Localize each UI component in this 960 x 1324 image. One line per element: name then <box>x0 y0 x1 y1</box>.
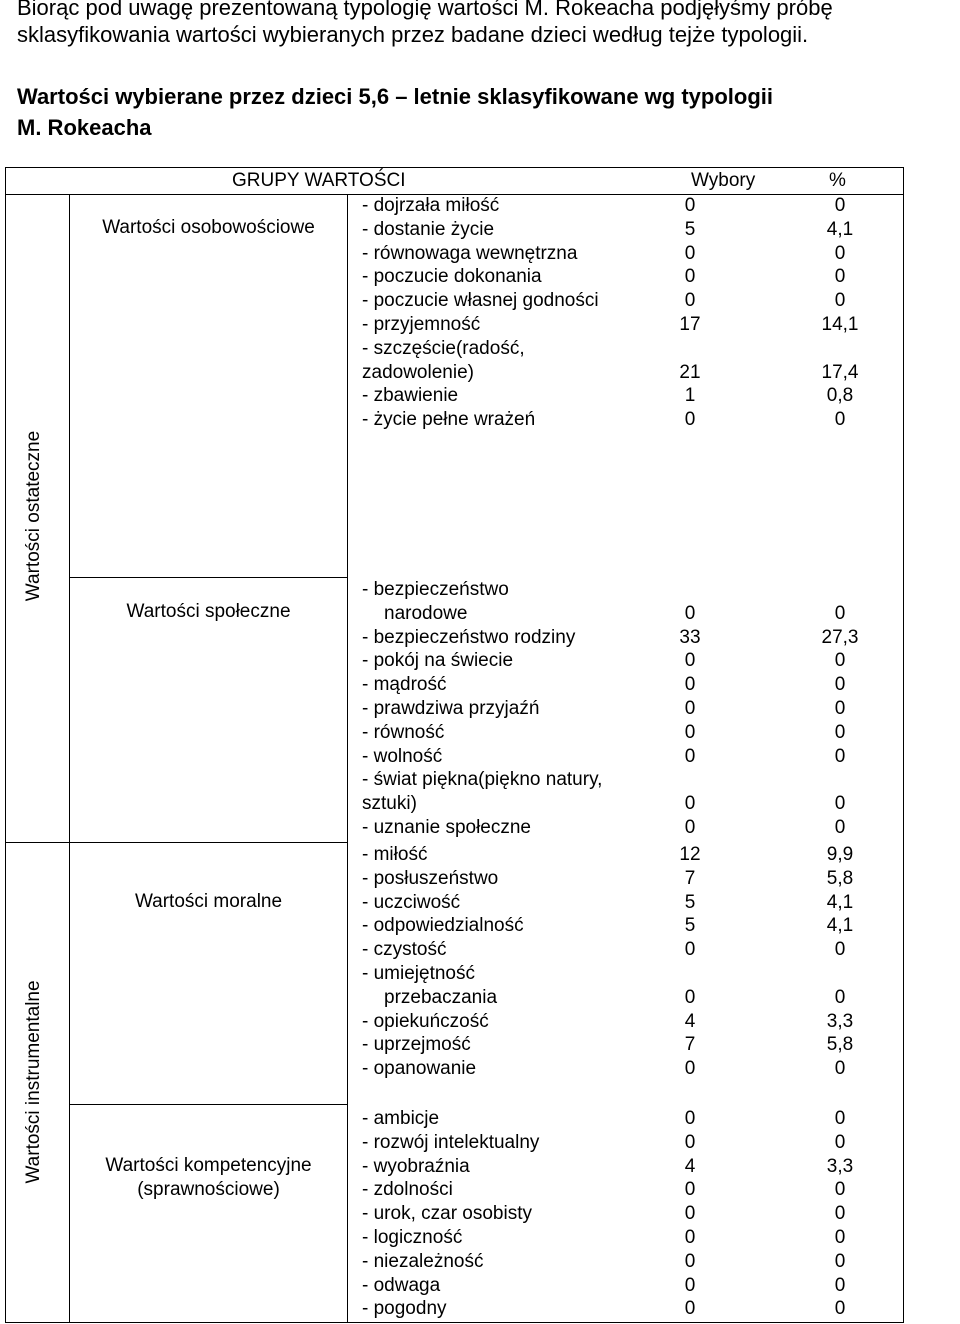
value-item: - szczęście(radość, <box>362 337 525 359</box>
percent-column <box>800 843 880 1081</box>
choices-value: 0 <box>684 1298 696 1320</box>
percent-value: 0 <box>834 986 846 1008</box>
choices-value: 0 <box>684 409 696 431</box>
choices-value: 0 <box>684 1131 696 1153</box>
choices-value: 33 <box>679 626 701 648</box>
table-border-top <box>5 167 904 168</box>
value-item: - życie pełne wrażeń <box>362 409 536 431</box>
percent-value: 0 <box>834 195 846 216</box>
value-items <box>362 578 602 840</box>
value-item: - umiejętność <box>362 962 475 984</box>
choices-value: 1 <box>684 385 696 407</box>
percent-value: 0 <box>834 650 846 672</box>
value-item: - urok, czar osobisty <box>362 1203 532 1225</box>
header-choices: Wybory <box>691 170 756 191</box>
value-item: - odpowiedzialność <box>362 915 524 937</box>
value-item: - logiczność <box>362 1226 463 1248</box>
choices-value: 0 <box>684 816 696 838</box>
percent-value: 0 <box>834 697 846 719</box>
intro-line-2: sklasyfikowania wartości wybieranych przez badane dzieci według tejże typologii. <box>17 22 809 47</box>
value-item: - poczucie własnej godności <box>362 290 599 312</box>
section-heading <box>17 81 773 143</box>
choices-value: 0 <box>684 721 696 743</box>
percent-value: 0 <box>834 1131 846 1153</box>
value-item: - ambicje <box>362 1108 440 1129</box>
value-item: - zdolności <box>362 1179 453 1201</box>
percent-value: 3,3 <box>826 1155 854 1177</box>
percent-value: 0 <box>834 721 846 743</box>
value-item: - świat piękna(piękno natury, <box>362 769 603 791</box>
group-name <box>70 1154 347 1202</box>
group-row-divider-2 <box>69 1104 347 1105</box>
intro-line-1: Biorąc pod uwagę prezentowaną typologię wartości M. Rokeacha podjęłyśmy próbę <box>17 0 833 20</box>
value-item: - prawdziwa przyjaźń <box>362 697 540 719</box>
value-item: - mądrość <box>362 674 447 696</box>
choices-value: 0 <box>684 1108 696 1129</box>
choices-value: 0 <box>684 674 696 696</box>
value-items <box>362 843 524 1081</box>
choices-value: 0 <box>684 1250 696 1272</box>
choices-value: 0 <box>684 697 696 719</box>
value-item: - dojrzała miłość <box>362 195 500 216</box>
value-item-continuation: sztuki) <box>362 793 417 815</box>
group-name-line: Wartości społeczne <box>126 601 291 622</box>
choices-column <box>650 578 730 840</box>
percent-value: 0 <box>834 1203 846 1225</box>
percent-value: 4,1 <box>826 915 854 937</box>
percent-value: 0 <box>834 1108 846 1129</box>
group-name-line: Wartości osobowościowe <box>102 217 315 238</box>
value-item: - niezależność <box>362 1250 484 1272</box>
percent-value: 0 <box>834 939 846 961</box>
percent-value: 0 <box>834 602 846 624</box>
value-item-continuation: narodowe <box>384 602 468 624</box>
value-item: - poczucie dokonania <box>362 266 542 288</box>
choices-value: 0 <box>684 793 696 815</box>
value-item: - uprzejmość <box>362 1034 471 1056</box>
value-item: - wolność <box>362 745 443 767</box>
choices-column <box>650 194 730 432</box>
value-item: - odwaga <box>362 1274 441 1296</box>
category-row-divider <box>5 842 347 843</box>
group-row-divider-1 <box>69 577 347 578</box>
value-item: - dostanie życie <box>362 218 495 240</box>
table-border-right <box>903 167 904 1323</box>
percent-value: 17,4 <box>821 361 859 383</box>
choices-value: 0 <box>684 939 696 961</box>
table-border-bottom <box>5 1322 904 1323</box>
group-name <box>70 600 347 624</box>
heading-line-1: Wartości wybierane przez dzieci 5,6 – letnie sklasyfikowane wg typologii <box>17 84 773 109</box>
percent-column <box>800 194 880 432</box>
category-instrumental-label: Wartości instrumentalne <box>23 980 44 1184</box>
percent-value: 0 <box>834 1250 846 1272</box>
choices-value: 5 <box>684 915 696 937</box>
choices-value: 0 <box>684 195 696 216</box>
percent-column <box>800 578 880 840</box>
percent-value: 0,8 <box>826 385 854 407</box>
percent-column <box>800 1107 880 1321</box>
choices-column <box>650 843 730 1081</box>
percent-value: 27,3 <box>821 626 859 648</box>
percent-value: 4,1 <box>826 891 854 913</box>
header-percent: % <box>829 170 846 191</box>
value-item: - czystość <box>362 939 447 961</box>
choices-value: 0 <box>684 1179 696 1201</box>
choices-value: 7 <box>684 867 696 889</box>
value-item: - równowaga wewnętrzna <box>362 242 578 264</box>
choices-value: 12 <box>679 844 701 865</box>
percent-value: 9,9 <box>826 844 854 865</box>
choices-value: 0 <box>684 290 696 312</box>
choices-value: 0 <box>684 266 696 288</box>
group-name-line: Wartości moralne <box>134 891 283 912</box>
choices-value: 5 <box>684 891 696 913</box>
value-item: - posłuszeństwo <box>362 867 499 889</box>
percent-value: 0 <box>834 242 846 264</box>
value-item: - zbawienie <box>362 385 459 407</box>
choices-value: 21 <box>679 361 701 383</box>
value-item: - pogodny <box>362 1298 447 1320</box>
choices-value: 0 <box>684 986 696 1008</box>
percent-value: 0 <box>834 1058 846 1080</box>
group-name-line: Wartości kompetencyjne <box>105 1155 312 1176</box>
percent-value: 14,1 <box>821 313 859 335</box>
choices-column <box>650 1107 730 1321</box>
choices-value: 0 <box>684 650 696 672</box>
percent-value: 0 <box>834 1179 846 1201</box>
value-item: - opiekuńczość <box>362 1010 489 1032</box>
choices-value: 7 <box>684 1034 696 1056</box>
group-name <box>70 216 347 240</box>
value-item: - bezpieczeństwo <box>362 579 509 600</box>
group-name <box>70 890 347 914</box>
percent-value: 4,1 <box>826 218 854 240</box>
percent-value: 0 <box>834 674 846 696</box>
value-item-continuation: przebaczania <box>384 986 498 1008</box>
value-items <box>362 1107 539 1321</box>
percent-value: 3,3 <box>826 1010 854 1032</box>
choices-value: 4 <box>684 1010 696 1032</box>
table-border-left <box>5 167 6 1323</box>
value-item: - uznanie społeczne <box>362 816 531 838</box>
percent-value: 0 <box>834 266 846 288</box>
percent-value: 0 <box>834 290 846 312</box>
intro-paragraph <box>17 0 960 48</box>
value-item-continuation: zadowolenie) <box>362 361 474 383</box>
percent-value: 0 <box>834 409 846 431</box>
header-group: GRUPY WARTOŚCI <box>232 170 406 191</box>
choices-value: 0 <box>684 1226 696 1248</box>
group-column-divider <box>347 194 348 1323</box>
choices-value: 0 <box>684 1203 696 1225</box>
value-item: - wyobraźnia <box>362 1155 470 1177</box>
choices-value: 0 <box>684 242 696 264</box>
value-item: - równość <box>362 721 445 743</box>
value-item: - przyjemność <box>362 313 481 335</box>
value-item: - opanowanie <box>362 1058 477 1080</box>
heading-line-2: M. Rokeacha <box>17 115 152 140</box>
percent-value: 0 <box>834 745 846 767</box>
percent-value: 0 <box>834 1274 846 1296</box>
choices-value: 4 <box>684 1155 696 1177</box>
value-item: - bezpieczeństwo rodziny <box>362 626 576 648</box>
choices-value: 5 <box>684 218 696 240</box>
percent-value: 0 <box>834 793 846 815</box>
percent-value: 0 <box>834 1226 846 1248</box>
choices-value: 0 <box>684 1274 696 1296</box>
value-item: - pokój na świecie <box>362 650 514 672</box>
choices-value: 0 <box>684 1058 696 1080</box>
category-ultimate-label: Wartości ostateczne <box>23 430 44 602</box>
group-name-line: (sprawnościowe) <box>137 1178 280 1200</box>
choices-value: 0 <box>684 602 696 624</box>
choices-value: 0 <box>684 745 696 767</box>
value-item: - rozwój intelektualny <box>362 1131 540 1153</box>
percent-value: 0 <box>834 1298 846 1320</box>
value-item: - uczciwość <box>362 891 461 913</box>
percent-value: 0 <box>834 816 846 838</box>
value-items <box>362 194 599 432</box>
choices-value: 17 <box>679 313 701 335</box>
percent-value: 5,8 <box>826 867 854 889</box>
value-item: - miłość <box>362 844 428 865</box>
percent-value: 5,8 <box>826 1034 854 1056</box>
